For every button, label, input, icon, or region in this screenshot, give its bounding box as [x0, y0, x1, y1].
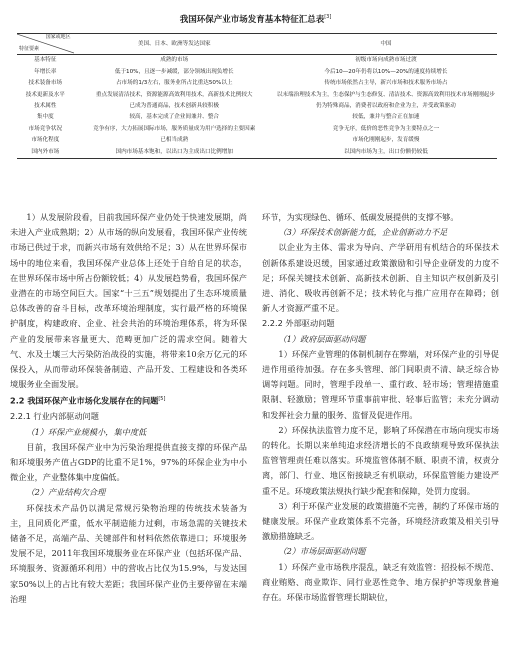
- developed-cell: 已成为普通商品，技术创新具较积极: [129, 103, 219, 110]
- developed-cell: 竞争有序，大力拓展国际市场，服务质量成为用户选择的主要因素: [93, 125, 256, 132]
- china-cell: 以国内市场为主，出口份额仍较低: [275, 146, 497, 158]
- row-feature-cell: 市场竞争状况: [28, 125, 63, 132]
- table-row: [17, 66, 497, 77]
- paragraph: 2）环保执法监管力度不足，影响了环保潜在市场向现实市场的转化。长期以来单纯追求经济增长的不良政绩观导致环保执法监管管理责任难以落实。环境监管体制不顺、职责不清，权责分离，部门、行业、地区衔接缺乏有机联动，环保监管能力建设严重不足。环境政策法规执行缺少配套和保障，处罚力度弱。: [262, 424, 499, 496]
- paragraph: 以企业为主体、需求为导向、产学研用有机结合的环保技术创新体系建设迟缓，国家通过政策激励和引导企业研发的力度不足；环保关键技术创新、高新技术创新、自主知识产权创新及引进、消化、吸收再创新不足；技术转化与推广应用存在障碍；创新人才资源严重不足。: [262, 242, 499, 314]
- header-china: 中国: [275, 34, 497, 55]
- table-header-corner: [17, 34, 74, 55]
- developed-cell: 较高，基本完成了企业间兼并、整合: [129, 114, 219, 121]
- row-feature-cell: 技术属性: [34, 103, 57, 110]
- china-cell: 竞争无序，低价的恶性竞争为主要特点之一: [332, 125, 440, 132]
- china-cell: 以末端治理技术为主，生态保护与生态修复、清洁技术、资源高效利用技术市场刚刚起步: [276, 91, 495, 98]
- paragraph: 1）环保产业管理的体制机制存在弊端，对环保产业的引导促进作用亟待加强。存在多头管理、部门间职责不清、缺乏综合协调等问题。同时，管理手段单一、重行政、轻市场；管理措施重限制、轻激励；管理环节重事前审批、轻事后监管；未充分调动和发挥社会力量的服务、监督及促进作用。: [262, 348, 499, 420]
- item-heading: （2）产业结构欠合理: [26, 487, 106, 498]
- paragraph-continued: 环节，为实现绿色、循环、低碳发展提供的支撑不够。: [262, 212, 459, 222]
- row-feature-cell: 市场化程度: [31, 137, 60, 144]
- corner-label-region: 国家或地区: [45, 34, 71, 40]
- item-heading: （2）市场层面驱动问题: [278, 546, 366, 557]
- developed-cell: 重点发展清洁技术，资源能源高效利用技术，高新技术比例较大: [95, 91, 253, 98]
- table-row: [17, 146, 497, 158]
- china-cell: 今后10—20年仍将以10%—20%的速度持续增长: [324, 68, 448, 75]
- china-cell: 仍为特殊商品，消费者以政府和企业为主，并受政策驱动: [315, 103, 456, 110]
- developed-cell: 已相当成熟: [160, 137, 189, 144]
- table-row: [17, 123, 497, 134]
- item-heading: （1）环保产业规模小，集中度低: [26, 426, 147, 437]
- corner-label-feature: 特征要素: [19, 46, 40, 53]
- table-title: 我国环保产业市场发育基本特征汇总表[3]: [179, 14, 332, 25]
- developed-cell: 成熟的市场: [160, 57, 189, 64]
- item-heading: （1）政府层面驱动问题: [278, 333, 366, 344]
- table-row: [17, 55, 497, 67]
- market-features-table: [17, 33, 497, 159]
- row-feature-cell: 集中度: [36, 114, 54, 121]
- developed-cell: 低于10%，且逐一步减缓，部分领域出现负增长: [114, 68, 234, 75]
- row-feature-cell: 技术装备市场: [28, 80, 63, 87]
- section-heading: 2.2 我国环保产业市场化发展存在的问题[5]: [10, 396, 166, 407]
- paragraph: 目前，我国环保产业中为污染治理提供直接支撑的环保产品和环境服务产值占GDP的比重不足1%，97%的环保企业为中小微企业，产业整体集中度偏低。: [10, 441, 247, 483]
- developed-cell: 国内市场基本饱和，以出口为主成出口比例增加: [74, 146, 275, 158]
- table-row: [17, 135, 497, 146]
- table-row: [17, 89, 497, 100]
- china-cell: 初级市场向成熟市场过渡: [355, 57, 417, 64]
- row-feature-cell: 国内外市场: [17, 146, 74, 158]
- right-text-column: [262, 210, 499, 605]
- row-feature-cell: 年增长率: [34, 68, 57, 75]
- table-header-row: [17, 34, 497, 55]
- table-row: [17, 78, 497, 89]
- paragraph: 1）环保产业市场秩序混乱，缺乏有效监管：招投标不规范、商业贿赂、商业欺诈、同行业恶性竞争、地方保护护等现象普遍存在。环保市场监督管理长期缺位，: [262, 561, 499, 603]
- paragraph: 3）利于环保产业发展的政策措施不完善，制约了环保市场的健康发展。环保产业政策体系不完备，环境经济政策及相关引导激励措施缺乏。: [262, 500, 499, 542]
- subsection-heading: 2.2.2 外部驱动问题: [262, 318, 335, 329]
- left-text-column: [10, 210, 247, 607]
- item-heading: （3）环保技术创新能力低，企业创新动力不足: [278, 227, 448, 238]
- row-feature-cell: 基本特征: [34, 57, 57, 64]
- header-developed-countries: 美国、日本、欧洲等发达国家: [74, 34, 275, 55]
- row-feature-cell: 技术更新及水平: [25, 91, 65, 98]
- china-cell: 传统市场依然占主导，新兴市场和技术服务市场占: [324, 80, 448, 87]
- table-row: [17, 112, 497, 123]
- subsection-heading: 2.2.1 行业内部驱动问题: [10, 411, 99, 422]
- developed-cell: 占市场的1/3左右，服务业所占比重达50%以上: [115, 80, 233, 87]
- china-cell: 市场化刚刚起步，发育缓慢: [352, 137, 420, 144]
- table-row: [17, 101, 497, 112]
- paragraph: 1）从发展阶段看，目前我国环保产业仍处于快速发展期，尚未进入产业成熟期；2）从市场的纵向发展看，我国环保产业传统市场已供过于求，而新兴市场有效供给不足；3）从在世界环保市场中的地位来看，我国环保产业总体上还处于自给自足的状态，在世界环保市场中所占份额较低；4）从发展趋势看，我国环保产业潜在的市场空间巨大。国家“十三五”规划提出了生态环境质量总体改善的奋斗目标，改革环境治理制度，实行最严格的环境保护制度，构建政府、企业、社会共治的环境治理体系，将为环保产业的发展带来容量更大、范畴更加广泛的需求空间。随着大气、水及土壤三大污染防治战役的实施，将带来10余万亿元的环保投入，从而带动环保装备制造、产品开发、工程建设和各类环境服务业全面发展。: [10, 212, 247, 390]
- china-cell: 较低，兼并与整合正在加速: [352, 114, 420, 121]
- paragraph: 环保技术产品仍以满足常规污染物治理的传统技术装备为主，且同质化严重，低水平制造能力过剩，市场急需的关键技术储备不足，高端产品、关键部件和材料依然依靠进口；环境服务发展不足，2011年我国环境服务业在环保产业（包括环保产品、环境服务、资源循环利用）中的营收占比仅为15.9%，与发达国家50%以上的占比有较大差距；我国环保产业仍主要停留在末端治理: [10, 502, 247, 604]
